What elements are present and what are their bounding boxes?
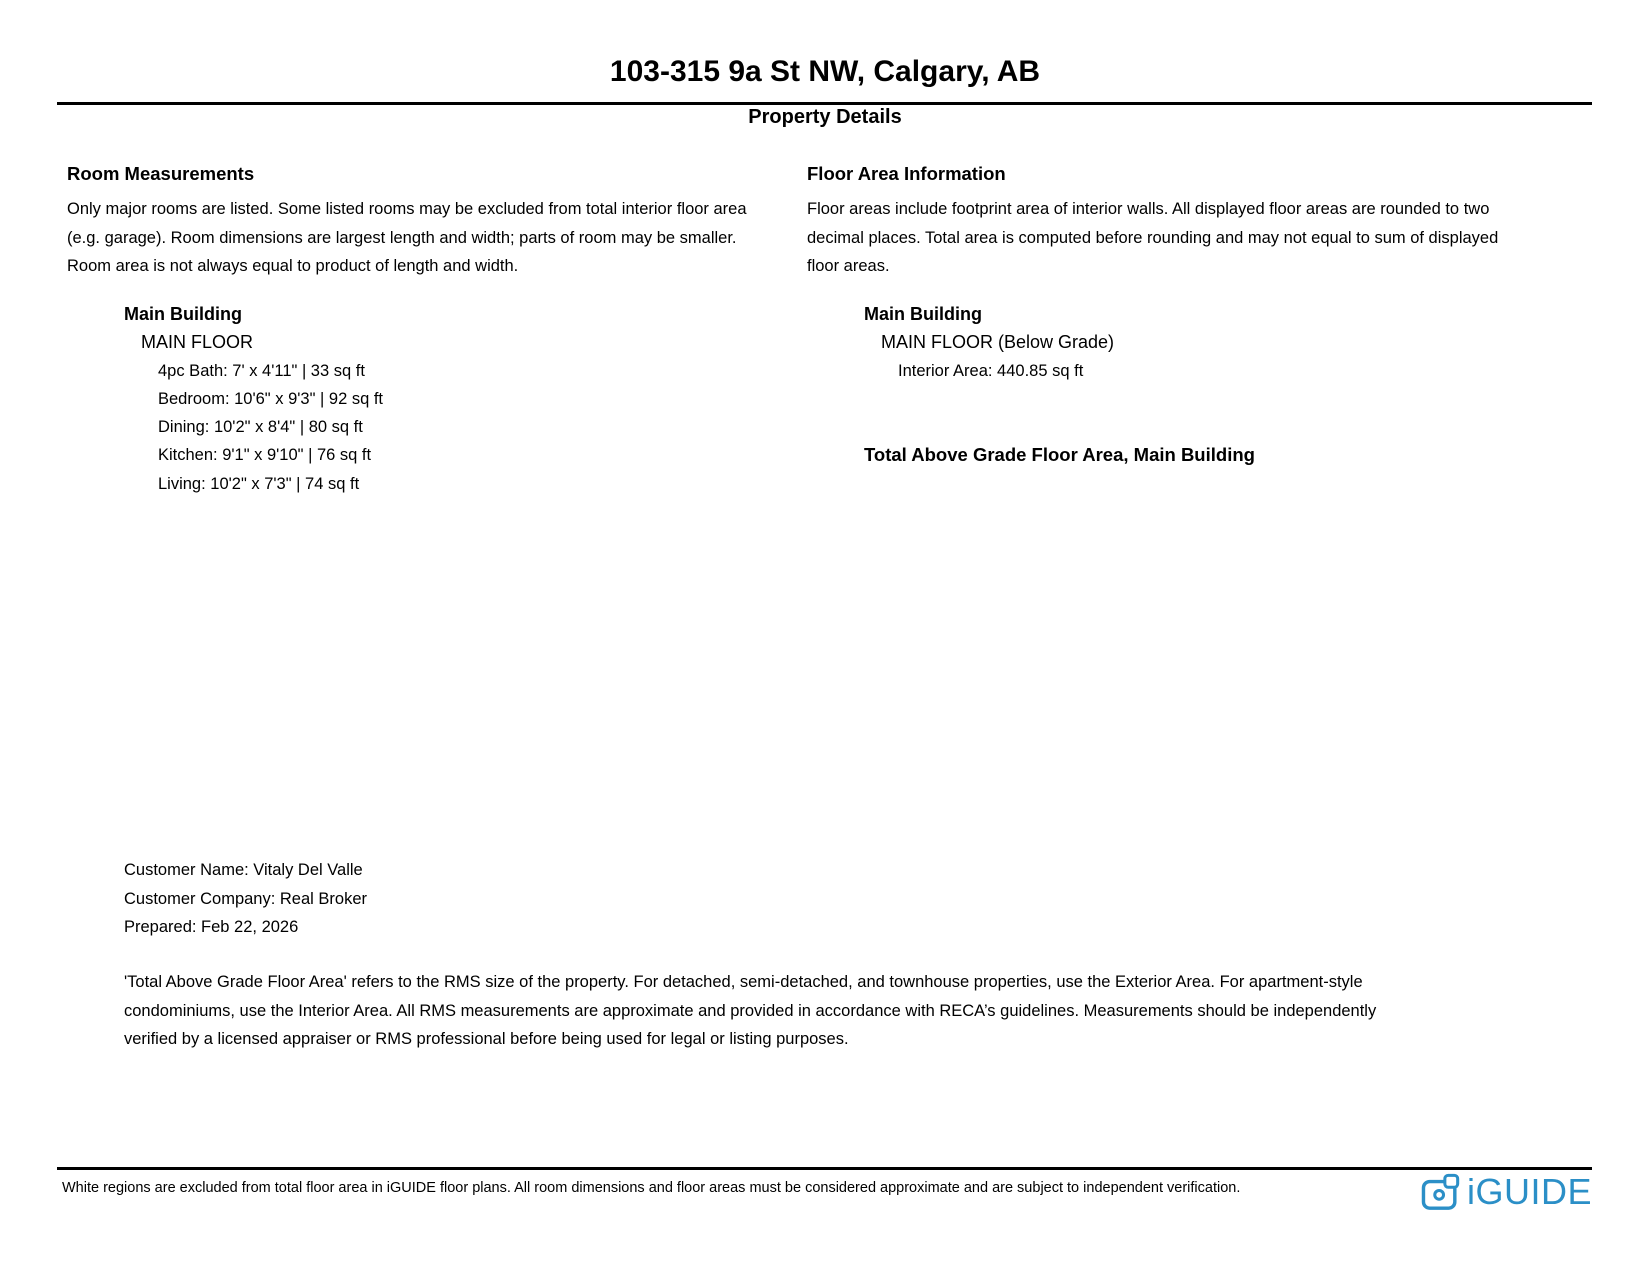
floor-name: MAIN FLOOR: [141, 332, 254, 353]
total-above-grade-label: Total Above Grade Floor Area, Main Building: [864, 444, 1255, 465]
footer-disclaimer: White regions are excluded from total floor area in iGUIDE floor plans. All room dimensions and floor areas must be considered approximate and are subject to independent verification.: [62, 1180, 1241, 1196]
room-measurement-item: 4pc Bath: 7' x 4'11" | 33 sq ft: [158, 361, 365, 380]
room-measurement-item: Living: 10'2" x 7'3" | 74 sq ft: [158, 474, 360, 493]
room-measurements-building: [124, 300, 383, 498]
room-measurement-item: Kitchen: 9'1" x 9'10" | 76 sq ft: [158, 446, 372, 465]
interior-area-value: Interior Area: 440.85 sq ft: [898, 361, 1084, 380]
room-measurement-item: Dining: 10'2" x 8'4" | 80 sq ft: [158, 418, 363, 437]
customer-info-block: [124, 856, 367, 942]
floor-area-heading: Floor Area Information: [807, 163, 1006, 184]
title-divider: [57, 102, 1592, 105]
floor-area-section: [807, 163, 1525, 281]
floor-name: MAIN FLOOR (Below Grade): [881, 332, 1115, 353]
customer-company-line: Customer Company: Real Broker: [124, 889, 368, 908]
page-title: 103-315 9a St NW, Calgary, AB: [609, 55, 1041, 88]
room-measurement-item: Bedroom: 10'6" x 9'3" | 92 sq ft: [158, 389, 384, 408]
floor-area-description: Floor areas include footprint area of interior walls. All displayed floor areas are rounded to two decimal places. Total area is computed before rounding and may not equal to sum of displayed floor areas.: [807, 200, 1499, 276]
room-measurements-section: [67, 163, 772, 281]
prepared-date-line: Prepared: Feb 22, 2026: [124, 918, 299, 936]
page-subtitle: Property Details: [748, 106, 902, 128]
customer-name-line: Customer Name: Vitaly Del Valle: [124, 861, 363, 879]
iguide-logo-text: iGUIDE: [1466, 1171, 1592, 1212]
footer-divider: [57, 1167, 1592, 1170]
room-measurements-description: Only major rooms are listed. Some listed rooms may be excluded from total interior floor area (e.g. garage). Room dimensions are largest length and width; parts of room may be smaller. Room area is not always equal to product of length and width.: [67, 200, 747, 276]
rms-definition-note: 'Total Above Grade Floor Area' refers to the RMS size of the property. For detached, semi-detached, and townhouse properties, use the Exterior Area. For apartment-style condominiums, use the Interior Area. All RMS measurements are approximate and provided in accordance with RECA’s guidelines. Measurements should be independently verified by a licensed appraiser or RMS professional before being used for legal or listing purposes.: [124, 973, 1377, 1048]
iguide-camera-icon: [1421, 1173, 1463, 1211]
room-measurements-heading: Room Measurements: [67, 163, 255, 184]
iguide-logo: [1421, 1172, 1592, 1212]
building-name: Main Building: [124, 304, 242, 324]
floor-area-building: [864, 300, 1114, 385]
building-name: Main Building: [864, 304, 982, 324]
